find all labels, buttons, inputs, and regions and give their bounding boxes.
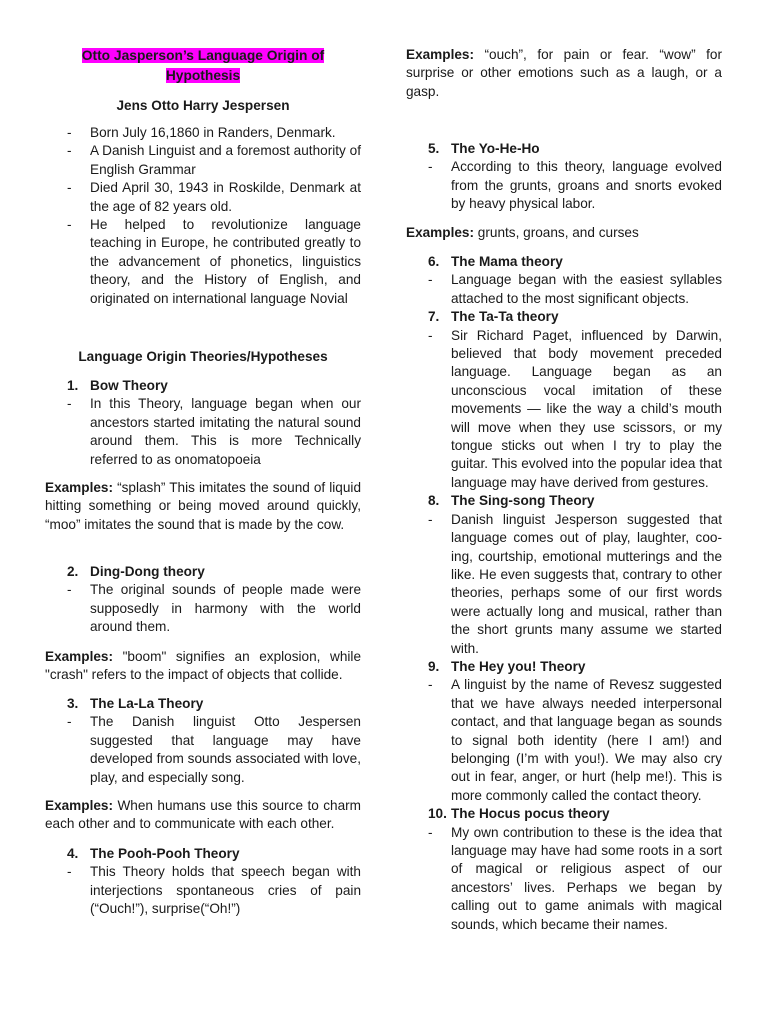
document-title [45,46,361,86]
theory-1 [45,377,361,469]
theory-4-examples: Examples: “ouch”, for pain or fear. “wow” for surprise or other emotions such as a laugh, or a gasp. [406,47,722,99]
bio-item: - Died April 30, 1943 in Roskilde, Denmark at the age of 82 years old. [67,180,361,214]
theory-desc: - In this Theory, language began when our ancestors started imitating the natural sound around them. This is more Technically referred to as onomatopoeia [67,396,361,467]
bio-list [45,124,361,308]
theory-desc: - Language began with the easiest syllables attached to the most significant objects. [428,272,722,306]
theory-heading: 1. Bow Theory [67,378,168,393]
theory-4 [45,845,361,919]
theory-heading: 4. The Pooh-Pooh Theory [67,846,240,861]
theory-desc: - This Theory holds that speech began with interjections spontaneous cries of pain (“Ouch!”), surprise(“Oh!”) [67,864,361,917]
theory-heading: 3. The La-La Theory [67,696,204,711]
bio-item: - He helped to revolutionize language teaching in Europe, he contributed greatly to the advancement of phonetics, linguistics theory, and the History of English, and originated on international language Novial [67,217,361,306]
title-line-1: Otto Jasperson’s Language Origin of [81,48,325,63]
theories-6-10 [406,253,722,934]
theory-desc: - Danish linguist Jesperson suggested that language comes out of play, laughter, coo-ing, courtship, emotional mutterings and the like. He even suggests that, contrary to other theories, perhaps some of our first words were actually long and musical, rather than the short grunts many assume we started with. [428,511,722,656]
theory-desc: - My own contribution to these is the idea that language may have had some roots in a sort of magical or religious aspect of our ancestors’ lives. Perhaps we began by calling out to game animals with magical sounds, which became their names. [428,824,722,932]
theory-heading: 7. The Ta-Ta theory [428,309,559,325]
document-subtitle: Jens Otto Harry Jespersen [116,98,290,113]
theory-2 [45,563,361,637]
theory-5 [406,140,722,214]
theory-heading: 10. The Hocus pocus theory [428,806,610,822]
theory-heading: 9. The Hey you! Theory [428,658,586,674]
theory-2-examples: Examples: "boom" signifies an explosion, while "crash" refers to the impact of objects that collide. [45,649,362,683]
theory-3-examples: Examples: When humans use this source to charm each other and to communicate with each other. [45,798,361,832]
bio-item: - A Danish Linguist and a foremost authority of English Grammar [67,143,361,177]
theory-heading: 6. The Mama theory [428,254,563,269]
theory-desc: - The original sounds of people made were supposedly in harmony with the world around them. [67,582,361,635]
title-line-2: Hypothesis [165,68,241,83]
theory-5-examples: Examples: grunts, groans, and curses [406,225,639,240]
theory-1-examples: Examples: “splash” This imitates the sound of liquid hitting something or being moved around quickly, “moo” imitates the sound that is made by the cow. [45,480,362,532]
section-heading: Language Origin Theories/Hypotheses [78,349,328,364]
theory-desc: - Sir Richard Paget, influenced by Darwin, believed that body movement preceded language. Language began as an unconscious vocal imitation of these movements — like the way a child’s mouth will move when they use scissors, or my tongue sticks out when I try to play the guitar. This evolved into the popular idea that language may have derived from gestures. [428,327,722,490]
theory-heading: 8. The Sing-song Theory [428,493,595,509]
theory-desc: - The Danish linguist Otto Jespersen suggested that language may have developed from sounds associated with love, play, and especially song. [67,714,361,785]
theory-desc: - A linguist by the name of Revesz suggested that we have always needed interpersonal contact, and that language began as sounds to signal both identity (here I am!) and belonging (I’m with you!). We may also cry out in fear, anger, or hurt (help me!). This is more commonly called the contact theory. [428,677,722,803]
bio-item: - Born July 16,1860 in Randers, Denmark. [67,125,336,140]
theory-desc: - According to this theory, language evolved from the grunts, groans and snorts evoked by heavy physical labor. [428,159,722,212]
theory-3 [45,695,361,787]
theory-heading: 2. Ding-Dong theory [67,564,205,579]
theory-heading: 5. The Yo-He-Ho [428,141,540,156]
